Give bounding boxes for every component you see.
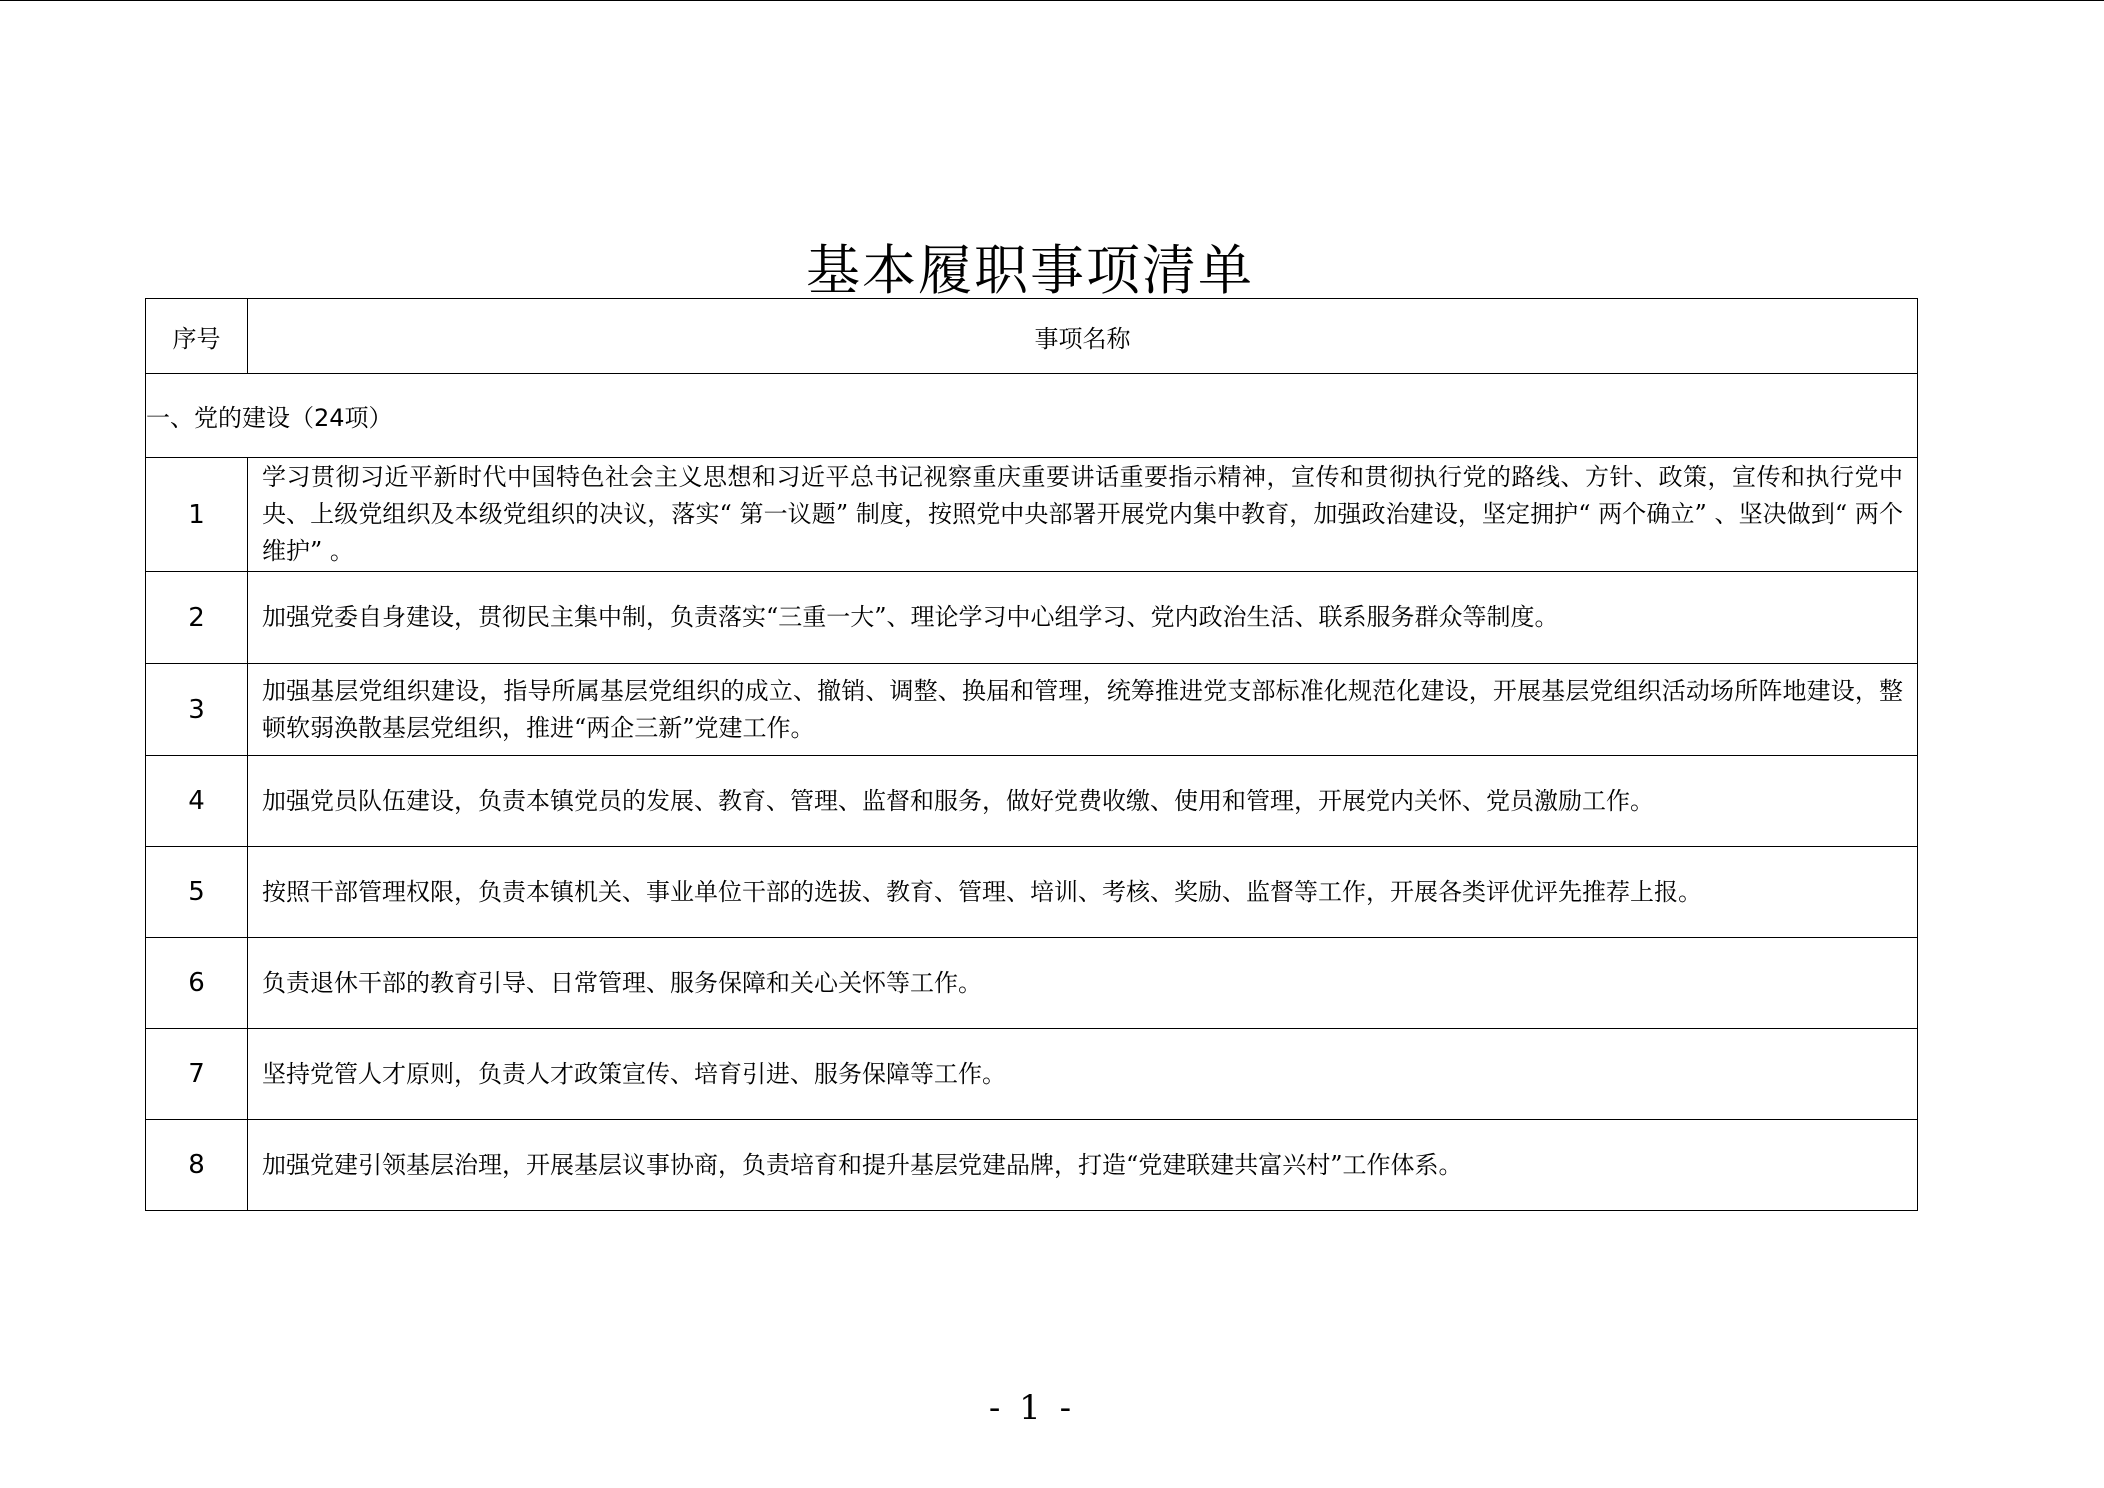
duty-items-table (145, 298, 1918, 1211)
row-item-text: 学习贯彻习近平新时代中国特色社会主义思想和习近平总书记视察重庆重要讲话重要指示精神，宣传和贯彻执行党的路线、方针、政策，宣传和执行党中央、上级党组织及本级党组织的决议，落实“ 第一议题” 制度，按照党中央部署开展党内集中教育，加强政治建设，坚定拥护“ 两个确立” 、坚决做到“ 两个维护” 。 (248, 458, 1918, 572)
section-heading-prefix: 一、党的建设（ (146, 404, 314, 432)
table-row (146, 572, 1918, 664)
table-row (146, 847, 1918, 938)
table-row (146, 756, 1918, 847)
page-number: - 1 - (988, 1388, 1076, 1428)
row-item-text: 坚持党管人才原则，负责人才政策宣传、培育引进、服务保障等工作。 (248, 1029, 1918, 1120)
table-row (146, 664, 1918, 756)
section-heading-row (146, 374, 1918, 458)
section-heading (146, 374, 1918, 458)
row-item-text: 加强党建引领基层治理，开展基层议事协商，负责培育和提升基层党建品牌，打造“党建联建共富兴村”工作体系。 (248, 1120, 1918, 1211)
row-number: 2 (146, 572, 248, 664)
table-header-row (146, 299, 1918, 374)
header-number: 序号 (146, 299, 248, 374)
row-number: 5 (146, 847, 248, 938)
row-number: 6 (146, 938, 248, 1029)
page-top-border (0, 0, 2104, 1)
table-row (146, 458, 1918, 572)
table-row (146, 1029, 1918, 1120)
row-number: 8 (146, 1120, 248, 1211)
section-item-count: 24 (314, 404, 345, 432)
row-item-text: 负责退休干部的教育引导、日常管理、服务保障和关心关怀等工作。 (248, 938, 1918, 1029)
row-item-text: 按照干部管理权限，负责本镇机关、事业单位干部的选拔、教育、管理、培训、考核、奖励、监督等工作，开展各类评优评先推荐上报。 (248, 847, 1918, 938)
table-row (146, 938, 1918, 1029)
row-number: 3 (146, 664, 248, 756)
row-number: 4 (146, 756, 248, 847)
header-item-name: 事项名称 (248, 299, 1918, 374)
document-title: 基本履职事项清单 (806, 239, 1254, 303)
row-item-text: 加强党委自身建设，贯彻民主集中制，负责落实“三重一大”、理论学习中心组学习、党内政治生活、联系服务群众等制度。 (248, 572, 1918, 664)
row-item-text: 加强党员队伍建设，负责本镇党员的发展、教育、管理、监督和服务，做好党费收缴、使用和管理，开展党内关怀、党员激励工作。 (248, 756, 1918, 847)
table-row (146, 1120, 1918, 1211)
row-item-text: 加强基层党组织建设，指导所属基层党组织的成立、撤销、调整、换届和管理，统筹推进党支部标准化规范化建设，开展基层党组织活动场所阵地建设，整顿软弱涣散基层党组织，推进“两企三新”党建工作。 (248, 664, 1918, 756)
section-heading-suffix: 项） (344, 404, 393, 432)
row-number: 7 (146, 1029, 248, 1120)
row-number: 1 (146, 458, 248, 572)
